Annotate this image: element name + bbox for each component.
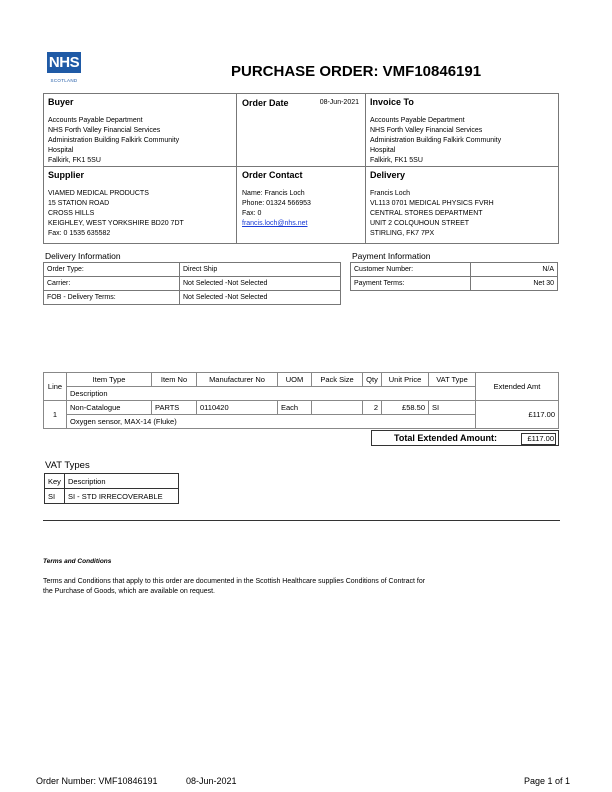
- col-header-line: Line: [44, 373, 67, 401]
- delivery-info-value: Not Selected -Not Selected: [180, 291, 341, 305]
- cell-vat-type: SI: [429, 401, 476, 415]
- invoice-to-box: [365, 93, 559, 167]
- address-line: Accounts Payable Department: [370, 117, 465, 124]
- delivery-info-value: Not Selected -Not Selected: [180, 277, 341, 291]
- table-row: [44, 277, 341, 291]
- payment-info-value: N/A: [471, 263, 558, 277]
- footer-date: 08-Jun-2021: [186, 776, 237, 786]
- address-line: 15 STATION ROAD: [48, 200, 110, 207]
- payment-info-label: Customer Number:: [351, 263, 471, 277]
- col-header-pack-size: Pack Size: [312, 373, 363, 387]
- col-header-uom: UOM: [278, 373, 312, 387]
- terms-heading: Terms and Conditions: [43, 558, 112, 565]
- vat-col-header-key: Key: [45, 474, 65, 489]
- address-line: CENTRAL STORES DEPARTMENT: [370, 210, 483, 217]
- order-lines-table: [43, 372, 559, 429]
- col-header-item-no: Item No: [152, 373, 197, 387]
- cell-qty: 2: [363, 401, 382, 415]
- payment-info-table: [350, 262, 558, 291]
- cell-extended-amt: £117.00: [476, 401, 559, 429]
- address-line: Falkirk, FK1 5SU: [48, 157, 101, 164]
- total-value: £117.00: [521, 433, 556, 445]
- order-date-value: 08-Jun-2021: [319, 99, 359, 106]
- col-header-description: Description: [67, 387, 476, 401]
- col-header-vat-type: VAT Type: [429, 373, 476, 387]
- delivery-info-heading: Delivery Information: [45, 251, 121, 261]
- contact-name: Name: Francis Loch: [242, 190, 305, 197]
- delivery-info-value: Direct Ship: [180, 263, 341, 277]
- total-label: Total Extended Amount:: [394, 433, 497, 443]
- cell-unit-price: £58.50: [382, 401, 429, 415]
- address-line: NHS Forth Valley Financial Services: [370, 127, 483, 134]
- cell-item-no: PARTS: [152, 401, 197, 415]
- col-header-qty: Qty: [363, 373, 382, 387]
- table-row: [351, 263, 558, 277]
- invoice-to-heading: Invoice To: [370, 97, 414, 107]
- address-line: Fax: 0 1535 635582: [48, 230, 111, 237]
- address-line: VL113 0701 MEDICAL PHYSICS FVRH: [370, 200, 494, 207]
- vat-types-table: [44, 473, 179, 504]
- cell-pack-size: [312, 401, 363, 415]
- buyer-heading: Buyer: [48, 97, 74, 107]
- address-line: Hospital: [48, 147, 74, 154]
- order-contact-details: [242, 189, 311, 229]
- address-line: Administration Building Falkirk Community: [48, 137, 180, 144]
- delivery-info-table: [43, 262, 341, 305]
- address-line: Accounts Payable Department: [48, 117, 143, 124]
- supplier-box: [43, 166, 237, 244]
- table-header-row: [44, 373, 559, 387]
- table-row: [44, 263, 341, 277]
- payment-info-heading: Payment Information: [352, 251, 431, 261]
- delivery-info-label: FOB - Delivery Terms:: [44, 291, 180, 305]
- terms-text: [43, 577, 425, 597]
- supplier-address: [48, 189, 184, 239]
- address-line: Hospital: [370, 147, 396, 154]
- delivery-box: [365, 166, 559, 244]
- address-line: Falkirk, FK1 5SU: [370, 157, 423, 164]
- address-line: UNIT 2 COLQUHOUN STREET: [370, 220, 470, 227]
- vat-col-header-description: Description: [65, 474, 179, 489]
- address-line: NHS Forth Valley Financial Services: [48, 127, 161, 134]
- address-line: CROSS HILLS: [48, 210, 95, 217]
- cell-manufacturer-no: 0110420: [197, 401, 278, 415]
- vat-types-heading: VAT Types: [45, 460, 90, 471]
- table-row: [351, 277, 558, 291]
- order-date-box: [236, 93, 366, 167]
- address-line: Francis Loch: [370, 190, 411, 197]
- table-row: [44, 291, 341, 305]
- col-header-manufacturer-no: Manufacturer No: [197, 373, 278, 387]
- nhs-logo-region: SCOTLAND: [50, 78, 78, 83]
- supplier-heading: Supplier: [48, 170, 85, 180]
- total-box: [371, 430, 559, 446]
- cell-item-type: Non-Catalogue: [67, 401, 152, 415]
- col-header-unit-price: Unit Price: [382, 373, 429, 387]
- delivery-info-label: Carrier:: [44, 277, 180, 291]
- order-contact-heading: Order Contact: [242, 170, 303, 180]
- terms-line: Terms and Conditions that apply to this order are documented in the Scottish Healthcare supplies Conditions of Contract for: [43, 578, 426, 585]
- footer-order-number: Order Number: VMF10846191: [36, 776, 158, 786]
- payment-info-value: Net 30: [471, 277, 558, 291]
- buyer-box: [43, 93, 237, 167]
- contact-fax: Fax: 0: [242, 210, 262, 217]
- address-line: VIAMED MEDICAL PRODUCTS: [48, 190, 149, 197]
- page-title: PURCHASE ORDER: VMF10846191: [231, 63, 482, 80]
- cell-description: Oxygen sensor, MAX-14 (Fluke): [67, 415, 476, 429]
- address-line: Administration Building Falkirk Community: [370, 137, 502, 144]
- address-line: KEIGHLEY, WEST YORKSHIRE BD20 7DT: [48, 220, 184, 227]
- contact-phone: Phone: 01324 566953: [242, 200, 311, 207]
- cell-uom: Each: [278, 401, 312, 415]
- delivery-heading: Delivery: [370, 170, 406, 180]
- order-date-heading: Order Date: [242, 98, 289, 108]
- table-row: [44, 401, 559, 415]
- payment-info-label: Payment Terms:: [351, 277, 471, 291]
- contact-email-link[interactable]: francis.loch@nhs.net: [242, 220, 308, 227]
- delivery-address: [370, 189, 494, 239]
- nhs-logo: NHS: [48, 54, 80, 71]
- col-header-item-type: Item Type: [67, 373, 152, 387]
- order-contact-box: [236, 166, 366, 244]
- section-divider: [43, 520, 560, 521]
- table-header-row: [45, 474, 179, 489]
- footer-page-number: Page 1 of 1: [524, 776, 571, 786]
- buyer-address: [48, 116, 179, 166]
- terms-line: the Purchase of Goods, which are available on request.: [43, 588, 215, 595]
- invoice-to-address: [370, 116, 501, 166]
- table-row: [45, 489, 179, 504]
- address-line: STIRLING, FK7 7PX: [370, 230, 435, 237]
- vat-cell-description: SI - STD IRRECOVERABLE: [65, 489, 179, 504]
- delivery-info-label: Order Type:: [44, 263, 180, 277]
- cell-line: 1: [44, 401, 67, 429]
- col-header-extended-amt: Extended Amt: [476, 373, 559, 401]
- vat-cell-key: SI: [45, 489, 65, 504]
